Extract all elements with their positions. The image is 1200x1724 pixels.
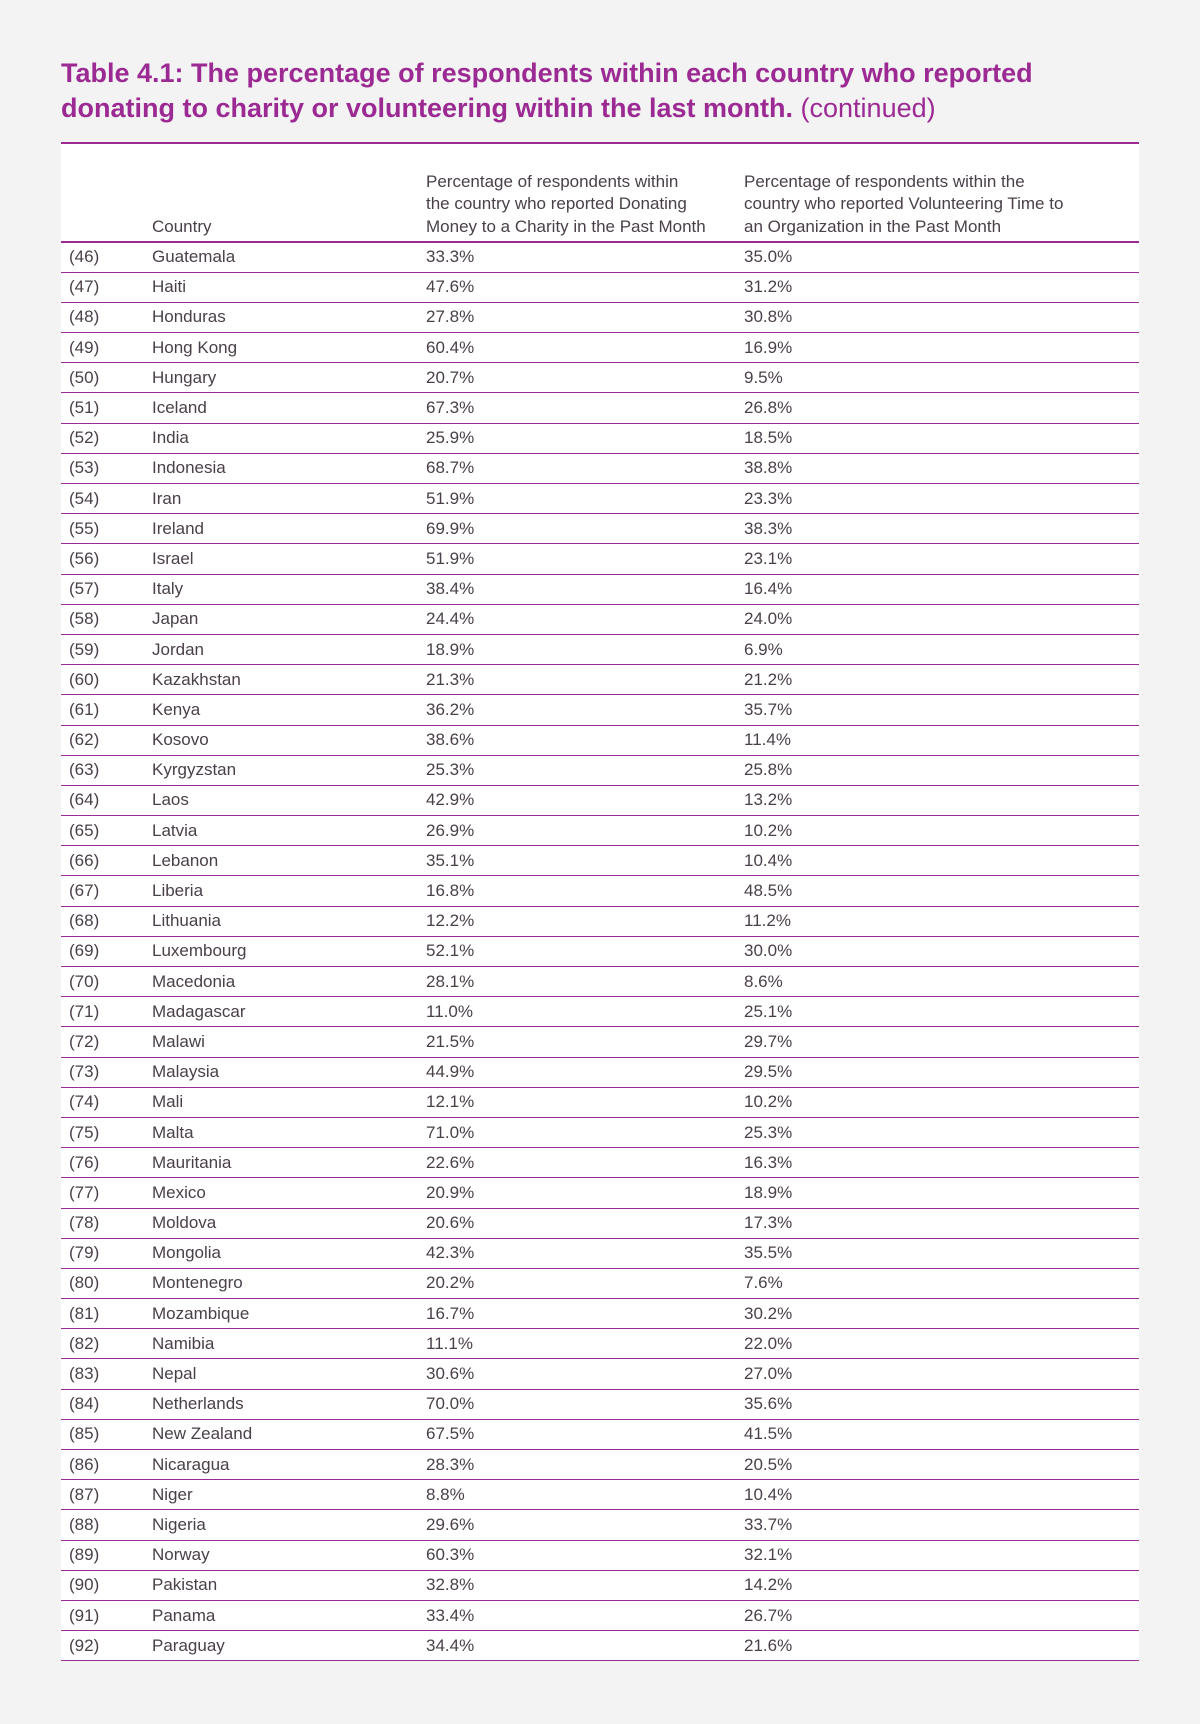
row-number: (73) bbox=[61, 1057, 149, 1087]
table-row bbox=[61, 1480, 1139, 1510]
row-number: (77) bbox=[61, 1178, 149, 1208]
row-country: Mexico bbox=[149, 1178, 423, 1208]
table-row bbox=[61, 1087, 1139, 1117]
table-body bbox=[61, 242, 1139, 1661]
row-number: (49) bbox=[61, 333, 149, 363]
table-row bbox=[61, 967, 1139, 997]
table-row bbox=[61, 634, 1139, 664]
table-row bbox=[61, 1419, 1139, 1449]
table-row bbox=[61, 1148, 1139, 1178]
row-country: Madagascar bbox=[149, 997, 423, 1027]
row-volunteering-percent: 20.5% bbox=[744, 1450, 1139, 1480]
row-number: (69) bbox=[61, 936, 149, 966]
row-volunteering-percent: 10.4% bbox=[744, 1480, 1139, 1510]
row-country: Mali bbox=[149, 1087, 423, 1117]
row-donating-percent: 11.0% bbox=[423, 997, 744, 1027]
row-donating-percent: 28.3% bbox=[423, 1450, 744, 1480]
row-number: (68) bbox=[61, 906, 149, 936]
row-country: Italy bbox=[149, 574, 423, 604]
row-volunteering-percent: 10.2% bbox=[744, 1087, 1139, 1117]
table-row bbox=[61, 544, 1139, 574]
table-row bbox=[61, 604, 1139, 634]
row-volunteering-percent: 26.8% bbox=[744, 393, 1139, 423]
row-donating-percent: 20.6% bbox=[423, 1208, 744, 1238]
row-country: Luxembourg bbox=[149, 936, 423, 966]
table-row bbox=[61, 1359, 1139, 1389]
row-number: (92) bbox=[61, 1631, 149, 1661]
row-number: (83) bbox=[61, 1359, 149, 1389]
row-donating-percent: 67.5% bbox=[423, 1419, 744, 1449]
row-volunteering-percent: 23.3% bbox=[744, 484, 1139, 514]
table-row bbox=[61, 514, 1139, 544]
row-number: (48) bbox=[61, 302, 149, 332]
row-country: Kosovo bbox=[149, 725, 423, 755]
row-country: Guatemala bbox=[149, 242, 423, 272]
row-volunteering-percent: 14.2% bbox=[744, 1570, 1139, 1600]
row-donating-percent: 12.2% bbox=[423, 906, 744, 936]
row-volunteering-percent: 32.1% bbox=[744, 1540, 1139, 1570]
row-number: (62) bbox=[61, 725, 149, 755]
row-volunteering-percent: 21.2% bbox=[744, 665, 1139, 695]
row-volunteering-percent: 7.6% bbox=[744, 1268, 1139, 1298]
row-volunteering-percent: 33.7% bbox=[744, 1510, 1139, 1540]
row-number: (87) bbox=[61, 1480, 149, 1510]
table-row bbox=[61, 816, 1139, 846]
row-number: (53) bbox=[61, 453, 149, 483]
row-donating-percent: 16.8% bbox=[423, 876, 744, 906]
row-country: Haiti bbox=[149, 272, 423, 302]
row-donating-percent: 25.9% bbox=[423, 423, 744, 453]
row-number: (78) bbox=[61, 1208, 149, 1238]
row-number: (75) bbox=[61, 1117, 149, 1147]
row-country: Laos bbox=[149, 785, 423, 815]
table-row bbox=[61, 997, 1139, 1027]
row-volunteering-percent: 18.5% bbox=[744, 423, 1139, 453]
row-donating-percent: 68.7% bbox=[423, 453, 744, 483]
row-donating-percent: 32.8% bbox=[423, 1570, 744, 1600]
row-donating-percent: 69.9% bbox=[423, 514, 744, 544]
row-number: (52) bbox=[61, 423, 149, 453]
row-volunteering-percent: 10.4% bbox=[744, 846, 1139, 876]
row-number: (46) bbox=[61, 242, 149, 272]
row-volunteering-percent: 10.2% bbox=[744, 816, 1139, 846]
row-number: (88) bbox=[61, 1510, 149, 1540]
row-number: (84) bbox=[61, 1389, 149, 1419]
row-volunteering-percent: 25.1% bbox=[744, 997, 1139, 1027]
row-volunteering-percent: 6.9% bbox=[744, 634, 1139, 664]
row-country: Honduras bbox=[149, 302, 423, 332]
header-volunteering bbox=[744, 143, 1139, 242]
table-row bbox=[61, 393, 1139, 423]
row-donating-percent: 51.9% bbox=[423, 544, 744, 574]
header-row bbox=[61, 143, 1139, 242]
row-volunteering-percent: 29.7% bbox=[744, 1027, 1139, 1057]
row-number: (76) bbox=[61, 1148, 149, 1178]
row-volunteering-percent: 16.3% bbox=[744, 1148, 1139, 1178]
row-country: Panama bbox=[149, 1600, 423, 1630]
row-volunteering-percent: 22.0% bbox=[744, 1329, 1139, 1359]
row-country: New Zealand bbox=[149, 1419, 423, 1449]
row-country: Liberia bbox=[149, 876, 423, 906]
row-donating-percent: 71.0% bbox=[423, 1117, 744, 1147]
table-row bbox=[61, 1600, 1139, 1630]
row-volunteering-percent: 11.4% bbox=[744, 725, 1139, 755]
row-donating-percent: 21.5% bbox=[423, 1027, 744, 1057]
row-volunteering-percent: 38.8% bbox=[744, 453, 1139, 483]
row-country: Pakistan bbox=[149, 1570, 423, 1600]
row-volunteering-percent: 13.2% bbox=[744, 785, 1139, 815]
row-number: (79) bbox=[61, 1238, 149, 1268]
row-volunteering-percent: 8.6% bbox=[744, 967, 1139, 997]
row-donating-percent: 11.1% bbox=[423, 1329, 744, 1359]
row-number: (74) bbox=[61, 1087, 149, 1117]
row-volunteering-percent: 23.1% bbox=[744, 544, 1139, 574]
table-row bbox=[61, 665, 1139, 695]
header-donating-text: Percentage of respondents within the country who reported Donating Money to a Charity in the Past Month bbox=[426, 171, 706, 236]
row-number: (60) bbox=[61, 665, 149, 695]
row-volunteering-percent: 29.5% bbox=[744, 1057, 1139, 1087]
row-country: Kazakhstan bbox=[149, 665, 423, 695]
row-country: Niger bbox=[149, 1480, 423, 1510]
row-donating-percent: 16.7% bbox=[423, 1299, 744, 1329]
row-donating-percent: 20.7% bbox=[423, 363, 744, 393]
header-donating bbox=[423, 143, 744, 242]
row-volunteering-percent: 18.9% bbox=[744, 1178, 1139, 1208]
row-country: Norway bbox=[149, 1540, 423, 1570]
row-donating-percent: 20.9% bbox=[423, 1178, 744, 1208]
table-row bbox=[61, 906, 1139, 936]
table-row bbox=[61, 1238, 1139, 1268]
row-donating-percent: 26.9% bbox=[423, 816, 744, 846]
row-volunteering-percent: 16.4% bbox=[744, 574, 1139, 604]
row-country: Iran bbox=[149, 484, 423, 514]
table-row bbox=[61, 1208, 1139, 1238]
row-country: Lithuania bbox=[149, 906, 423, 936]
row-volunteering-percent: 17.3% bbox=[744, 1208, 1139, 1238]
row-country: Nepal bbox=[149, 1359, 423, 1389]
row-number: (82) bbox=[61, 1329, 149, 1359]
row-volunteering-percent: 35.0% bbox=[744, 242, 1139, 272]
table-row bbox=[61, 695, 1139, 725]
table-row bbox=[61, 725, 1139, 755]
row-number: (72) bbox=[61, 1027, 149, 1057]
row-number: (51) bbox=[61, 393, 149, 423]
table-row bbox=[61, 1510, 1139, 1540]
table-row bbox=[61, 785, 1139, 815]
row-number: (55) bbox=[61, 514, 149, 544]
table-row bbox=[61, 484, 1139, 514]
row-country: Paraguay bbox=[149, 1631, 423, 1661]
row-country: Mongolia bbox=[149, 1238, 423, 1268]
row-volunteering-percent: 21.6% bbox=[744, 1631, 1139, 1661]
table-header bbox=[61, 143, 1139, 242]
row-donating-percent: 38.6% bbox=[423, 725, 744, 755]
table-row bbox=[61, 272, 1139, 302]
row-donating-percent: 24.4% bbox=[423, 604, 744, 634]
row-country: Nigeria bbox=[149, 1510, 423, 1540]
row-donating-percent: 60.3% bbox=[423, 1540, 744, 1570]
row-country: Mauritania bbox=[149, 1148, 423, 1178]
row-donating-percent: 36.2% bbox=[423, 695, 744, 725]
table-row bbox=[61, 1450, 1139, 1480]
row-donating-percent: 33.4% bbox=[423, 1600, 744, 1630]
row-donating-percent: 42.3% bbox=[423, 1238, 744, 1268]
row-donating-percent: 44.9% bbox=[423, 1057, 744, 1087]
row-number: (70) bbox=[61, 967, 149, 997]
row-number: (80) bbox=[61, 1268, 149, 1298]
row-number: (67) bbox=[61, 876, 149, 906]
row-country: Ireland bbox=[149, 514, 423, 544]
document-page bbox=[61, 56, 1139, 1655]
table-row bbox=[61, 453, 1139, 483]
row-donating-percent: 60.4% bbox=[423, 333, 744, 363]
row-volunteering-percent: 26.7% bbox=[744, 1600, 1139, 1630]
table-row bbox=[61, 936, 1139, 966]
row-country: Kyrgyzstan bbox=[149, 755, 423, 785]
row-donating-percent: 35.1% bbox=[423, 846, 744, 876]
row-donating-percent: 67.3% bbox=[423, 393, 744, 423]
row-country: Nicaragua bbox=[149, 1450, 423, 1480]
row-donating-percent: 8.8% bbox=[423, 1480, 744, 1510]
row-donating-percent: 28.1% bbox=[423, 967, 744, 997]
table-title-main: Table 4.1: The percentage of respondents within each country who reported donating to charity or volunteering within the last month. bbox=[61, 58, 1033, 123]
table-title-suffix: (continued) bbox=[800, 93, 936, 123]
row-donating-percent: 47.6% bbox=[423, 272, 744, 302]
row-country: Israel bbox=[149, 544, 423, 574]
table-row bbox=[61, 846, 1139, 876]
table-row bbox=[61, 755, 1139, 785]
row-country: Lebanon bbox=[149, 846, 423, 876]
row-number: (66) bbox=[61, 846, 149, 876]
row-donating-percent: 51.9% bbox=[423, 484, 744, 514]
row-country: Macedonia bbox=[149, 967, 423, 997]
row-country: Namibia bbox=[149, 1329, 423, 1359]
data-table bbox=[61, 142, 1139, 1661]
row-volunteering-percent: 30.8% bbox=[744, 302, 1139, 332]
row-number: (81) bbox=[61, 1299, 149, 1329]
row-country: Latvia bbox=[149, 816, 423, 846]
row-country: Jordan bbox=[149, 634, 423, 664]
row-country: Kenya bbox=[149, 695, 423, 725]
row-volunteering-percent: 35.5% bbox=[744, 1238, 1139, 1268]
header-volunteering-text: Percentage of respondents within the country who reported Volunteering Time to an Organization in the Past Month bbox=[744, 171, 1064, 236]
table-row bbox=[61, 1117, 1139, 1147]
table-row bbox=[61, 302, 1139, 332]
row-number: (61) bbox=[61, 695, 149, 725]
row-volunteering-percent: 9.5% bbox=[744, 363, 1139, 393]
row-donating-percent: 33.3% bbox=[423, 242, 744, 272]
row-donating-percent: 18.9% bbox=[423, 634, 744, 664]
table-row bbox=[61, 1299, 1139, 1329]
row-volunteering-percent: 11.2% bbox=[744, 906, 1139, 936]
header-number bbox=[61, 143, 149, 242]
row-donating-percent: 38.4% bbox=[423, 574, 744, 604]
row-donating-percent: 70.0% bbox=[423, 1389, 744, 1419]
row-volunteering-percent: 30.0% bbox=[744, 936, 1139, 966]
row-donating-percent: 30.6% bbox=[423, 1359, 744, 1389]
row-volunteering-percent: 35.6% bbox=[744, 1389, 1139, 1419]
row-country: Japan bbox=[149, 604, 423, 634]
table-row bbox=[61, 1570, 1139, 1600]
table-row bbox=[61, 1027, 1139, 1057]
row-donating-percent: 12.1% bbox=[423, 1087, 744, 1117]
table-row bbox=[61, 1540, 1139, 1570]
row-number: (58) bbox=[61, 604, 149, 634]
table-row bbox=[61, 1268, 1139, 1298]
table-row bbox=[61, 574, 1139, 604]
header-country: Country bbox=[149, 143, 423, 242]
row-volunteering-percent: 25.8% bbox=[744, 755, 1139, 785]
row-volunteering-percent: 30.2% bbox=[744, 1299, 1139, 1329]
row-country: Malaysia bbox=[149, 1057, 423, 1087]
row-volunteering-percent: 41.5% bbox=[744, 1419, 1139, 1449]
row-country: Montenegro bbox=[149, 1268, 423, 1298]
table-row bbox=[61, 1389, 1139, 1419]
row-donating-percent: 52.1% bbox=[423, 936, 744, 966]
row-donating-percent: 20.2% bbox=[423, 1268, 744, 1298]
row-country: Iceland bbox=[149, 393, 423, 423]
table-row bbox=[61, 1057, 1139, 1087]
row-volunteering-percent: 27.0% bbox=[744, 1359, 1139, 1389]
row-donating-percent: 21.3% bbox=[423, 665, 744, 695]
row-volunteering-percent: 38.3% bbox=[744, 514, 1139, 544]
row-number: (91) bbox=[61, 1600, 149, 1630]
row-number: (85) bbox=[61, 1419, 149, 1449]
row-number: (89) bbox=[61, 1540, 149, 1570]
row-donating-percent: 42.9% bbox=[423, 785, 744, 815]
row-volunteering-percent: 24.0% bbox=[744, 604, 1139, 634]
row-number: (57) bbox=[61, 574, 149, 604]
row-volunteering-percent: 31.2% bbox=[744, 272, 1139, 302]
row-number: (54) bbox=[61, 484, 149, 514]
row-country: Hungary bbox=[149, 363, 423, 393]
row-number: (56) bbox=[61, 544, 149, 574]
table-row bbox=[61, 333, 1139, 363]
table-row bbox=[61, 363, 1139, 393]
row-donating-percent: 27.8% bbox=[423, 302, 744, 332]
row-country: Malta bbox=[149, 1117, 423, 1147]
table-row bbox=[61, 242, 1139, 272]
table-row bbox=[61, 1329, 1139, 1359]
row-number: (86) bbox=[61, 1450, 149, 1480]
row-country: India bbox=[149, 423, 423, 453]
table-row bbox=[61, 1178, 1139, 1208]
row-donating-percent: 34.4% bbox=[423, 1631, 744, 1661]
row-donating-percent: 29.6% bbox=[423, 1510, 744, 1540]
row-country: Hong Kong bbox=[149, 333, 423, 363]
row-volunteering-percent: 35.7% bbox=[744, 695, 1139, 725]
row-country: Indonesia bbox=[149, 453, 423, 483]
table-row bbox=[61, 1631, 1139, 1661]
row-number: (64) bbox=[61, 785, 149, 815]
row-country: Malawi bbox=[149, 1027, 423, 1057]
row-number: (90) bbox=[61, 1570, 149, 1600]
row-number: (63) bbox=[61, 755, 149, 785]
row-number: (59) bbox=[61, 634, 149, 664]
row-volunteering-percent: 16.9% bbox=[744, 333, 1139, 363]
row-number: (50) bbox=[61, 363, 149, 393]
row-country: Mozambique bbox=[149, 1299, 423, 1329]
row-donating-percent: 25.3% bbox=[423, 755, 744, 785]
row-number: (47) bbox=[61, 272, 149, 302]
row-volunteering-percent: 25.3% bbox=[744, 1117, 1139, 1147]
row-country: Moldova bbox=[149, 1208, 423, 1238]
table-row bbox=[61, 423, 1139, 453]
row-donating-percent: 22.6% bbox=[423, 1148, 744, 1178]
row-number: (71) bbox=[61, 997, 149, 1027]
table-row bbox=[61, 876, 1139, 906]
table-title bbox=[61, 56, 1139, 126]
row-volunteering-percent: 48.5% bbox=[744, 876, 1139, 906]
row-number: (65) bbox=[61, 816, 149, 846]
row-country: Netherlands bbox=[149, 1389, 423, 1419]
